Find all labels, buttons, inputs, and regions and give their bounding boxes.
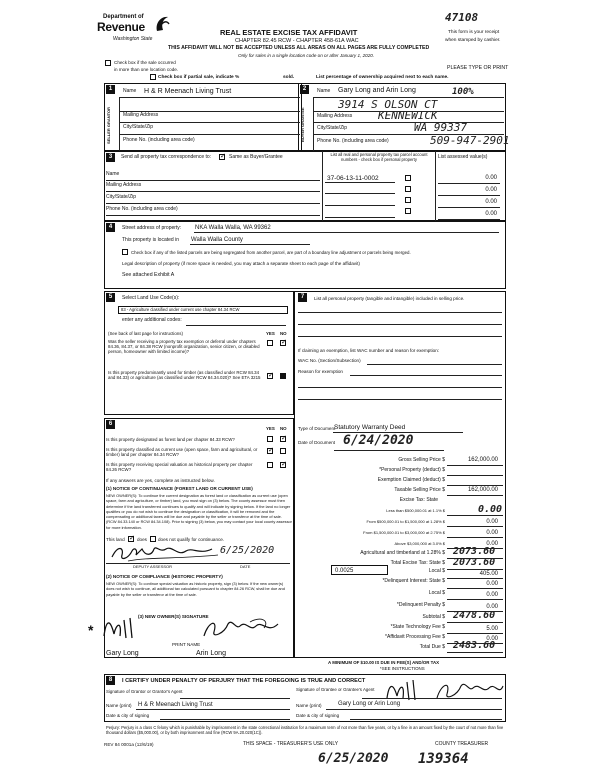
- only-sales-note: Only for sales in a single location code on or after January 1, 2020.: [238, 53, 375, 58]
- grantee-date-city-label: Date & city of signing: [296, 713, 340, 718]
- exemption-claimed-label: Exemption Claimed (deduct) $: [377, 477, 445, 483]
- tier3-value[interactable]: 0.00: [486, 530, 498, 536]
- exhibit-value[interactable]: See attached Exhibit A: [122, 272, 175, 278]
- timber-agri-question: Is this property predominantly used for timber (as classified under RCW 84.34 and 84.33) or agriculture (as classified under RCW 84.34.020)? See ETA 3215: [108, 370, 261, 381]
- gross-price-value[interactable]: 162,000.00: [467, 457, 498, 463]
- county-treasurer-label: COUNTY TREASURER: [435, 741, 489, 747]
- personal-property-checkbox-3[interactable]: [405, 197, 411, 203]
- penalty-value[interactable]: 0.00: [486, 604, 498, 610]
- sold-label: sold.: [283, 75, 295, 80]
- tech-fee-value[interactable]: 5.00: [486, 626, 498, 632]
- seller-mailing-label: Mailing Address: [123, 112, 159, 118]
- land-use-label: Select Land Use Code(s):: [122, 295, 180, 301]
- send-correspondence-label: Send all property tax correspondence to:: [121, 154, 212, 160]
- subtotal-value[interactable]: 2478.60: [453, 610, 496, 621]
- same-as-buyer-checkbox[interactable]: [219, 154, 225, 160]
- notice-compliance-body: NEW OWNER(S): To continue special valuation as historic property, sign (3) below. If the new owner(s) does not wish to continue, all additional tax calculated pursuant to chapter 84.26 RCW, shall be due and payable by the seller or transferor at the time of sale.: [106, 581, 285, 597]
- receipt-note-1: This form is your receipt: [448, 30, 500, 35]
- s5-q1-no-checkbox[interactable]: [280, 340, 286, 346]
- local-label: Local $: [428, 568, 445, 574]
- partial-sale-checkbox[interactable]: [150, 74, 156, 80]
- tier4-value[interactable]: 0.00: [486, 541, 498, 547]
- s5-q2-no-checkbox[interactable]: [280, 373, 286, 379]
- type-document-label: Type of Document: [298, 426, 336, 431]
- seller-phone-label: Phone No. (including area code): [123, 137, 195, 143]
- s5-no-header: NO: [280, 331, 287, 336]
- seller-side-label: SELLER GRANTOR: [106, 106, 111, 144]
- s6-q1-no-checkbox[interactable]: [280, 436, 286, 442]
- date-document-value[interactable]: 6/24/2020: [343, 433, 414, 448]
- form-number: 47108: [445, 11, 479, 24]
- s5-yes-header: YES: [266, 331, 275, 336]
- seller-name-value[interactable]: H & R Meenach Living Trust: [144, 88, 232, 95]
- wac-label: WAC No. (Section/Subsection): [298, 358, 361, 363]
- local-rate-value[interactable]: 0.0025: [335, 567, 354, 574]
- section-5-badge: 5: [106, 293, 115, 302]
- treasurer-use-only: THIS SPACE - TREASURER'S USE ONLY: [243, 741, 339, 747]
- exemption-deferral-question: Was the seller receiving a property tax exemption or deferral under chapters 84.36, 84.37, or 84.38 RCW (nonprofit organization, senior citizen, or disabled person, homeowner with limited income)?: [108, 339, 260, 355]
- exemption-claim-label: If claiming an exemption, list WAC number and reason for exemption:: [298, 348, 440, 353]
- dept-line1: Department of: [103, 14, 144, 20]
- buyer-address-value[interactable]: 3914 S OLSON CT: [338, 98, 438, 111]
- buyer-mailing-label: Mailing Address: [317, 113, 353, 119]
- delinq-state-label: *Delinquent Interest: State $: [382, 578, 445, 584]
- s5-q1-yes-checkbox[interactable]: [267, 340, 273, 346]
- historic-question: Is this property receiving special valuation as historical property per chapter 84.26 RCW?: [106, 462, 253, 473]
- tier2-label: From $500,000.01 to $1,500,000 at 1.28% $: [366, 519, 445, 524]
- does-label: does: [137, 537, 147, 542]
- local-value[interactable]: 405.00: [479, 571, 498, 577]
- taxable-price-label: Taxable Selling Price $: [394, 487, 445, 493]
- s6-q2-yes-checkbox[interactable]: [267, 448, 273, 454]
- if-yes-note: If any answers are yes, complete as instructed below.: [106, 478, 215, 483]
- notice-compliance-title: (2) NOTICE OF COMPLIANCE (HISTORIC PROPERTY): [106, 574, 223, 579]
- buyer-pct-value[interactable]: 100%: [452, 87, 474, 97]
- reason-exemption-label: Reason for exemption: [298, 369, 343, 374]
- parcel-number-value[interactable]: 37-06-13-11-0002: [327, 175, 379, 182]
- list-pct-label: List percentage of ownership acquired next to each name.: [316, 75, 449, 80]
- does-not-label: does not qualify for continuance.: [158, 537, 225, 542]
- date-label: DATE: [240, 564, 251, 569]
- assessed-value-2[interactable]: 0.00: [485, 187, 497, 193]
- grantor-name-value[interactable]: H & R Meenach Living Trust: [138, 702, 213, 708]
- land-does-label: This land: [106, 537, 125, 542]
- forest-land-question: Is this property designated as forest land per chapter 84.33 RCW?: [106, 437, 235, 442]
- assessed-value-3[interactable]: 0.00: [485, 199, 497, 205]
- deputy-assessor-label: DEPUTY ASSESSOR: [133, 564, 173, 569]
- s6-yes-header: YES: [266, 426, 275, 431]
- deputy-assessor-signature: [108, 543, 223, 565]
- print-name-1[interactable]: Gary Long: [106, 650, 139, 657]
- grantor-date-city-label: Date & city of signing: [106, 713, 150, 718]
- affidavit-fee-value[interactable]: 0.00: [486, 636, 498, 642]
- personal-property-checkbox-4[interactable]: [405, 208, 411, 214]
- certify-statement: I CERTIFY UNDER PENALTY OF PERJURY THAT THE FOREGOING IS TRUE AND CORRECT: [122, 678, 366, 684]
- section-4-badge: 4: [106, 223, 115, 232]
- assessed-value-1[interactable]: 0.00: [485, 175, 497, 181]
- list-parcels-label: List all real and personal property tax parcel account numbers - check box if personal property: [330, 152, 428, 162]
- minimum-due-note: A MINIMUM OF $10.00 IS DUE IN FEE(S) AND/OR TAX: [328, 660, 440, 665]
- asterisk-mark: *: [88, 622, 94, 638]
- s6-q1-yes-checkbox[interactable]: [267, 436, 273, 442]
- street-address-value[interactable]: NKA Walla Walla, WA 99362: [195, 225, 271, 231]
- delinq-local-label: Local $: [428, 590, 445, 596]
- personal-property-checkbox-2[interactable]: [405, 186, 411, 192]
- personal-property-label: *Personal Property (deduct) $: [379, 467, 445, 473]
- buyer-state-zip-value[interactable]: WA 99337: [414, 121, 467, 134]
- delinq-state-value[interactable]: 0.00: [486, 581, 498, 587]
- affidavit-fee-label: *Affidavit Processing Fee $: [385, 634, 445, 640]
- partial-sale-label: Check box if partial sale, indicate %: [158, 75, 240, 80]
- ag-timber-value[interactable]: 2073.60: [453, 546, 496, 557]
- form-warning: THIS AFFIDAVIT WILL NOT BE ACCEPTED UNLESS ALL AREAS ON ALL PAGES ARE FULLY COMPLETED: [168, 45, 430, 51]
- buyer-name-label: Name: [317, 88, 331, 94]
- section-7-badge: 7: [298, 293, 307, 302]
- s3-phone-label: Phone No. (including area code): [106, 206, 178, 212]
- notice-continuance-title: (1) NOTICE OF CONTINUANCE (FOREST LAND OR CURRENT USE): [106, 486, 253, 491]
- dept-line3: Washington State: [113, 36, 153, 42]
- segregated-label: Check box if any of the listed parcels are being segregated from another parcel, are part of a boundary line adjustment or parcels being merged.: [131, 250, 411, 255]
- legal-description-label: Legal description of property (if more space is needed, you may attach a separate sheet to each page of the affidavit): [122, 261, 360, 266]
- receipt-note-2: when stamped by cashier.: [445, 38, 501, 43]
- tier2-value[interactable]: 0.00: [486, 519, 498, 525]
- s6-q2-no-checkbox[interactable]: [280, 448, 286, 454]
- seller-city-label: City/State/Zip: [123, 124, 154, 130]
- additional-codes-label: enter any additional codes:: [122, 317, 182, 323]
- grantee-sig-label: Signature of Grantee or Grantee's Agent: [296, 687, 375, 692]
- type-or-print: PLEASE TYPE OR PRINT: [447, 65, 509, 71]
- total-due-label: Total Due $: [419, 644, 445, 650]
- type-document-value[interactable]: Statutory Warranty Deed: [334, 424, 406, 431]
- form-title: REAL ESTATE EXCISE TAX AFFIDAVIT: [220, 28, 358, 37]
- s3-name-label: Name: [106, 171, 120, 177]
- seller-name-label: Name: [123, 88, 137, 94]
- see-back-label: (See back of last page for instructions): [108, 331, 183, 336]
- list-personal-property: List all personal property (tangible and intangible) included in selling price.: [314, 296, 465, 301]
- multi-location-checkbox[interactable]: [105, 60, 111, 66]
- penalty-label: *Delinquent Penalty $: [396, 602, 445, 608]
- section-3-badge: 3: [106, 153, 115, 162]
- land-use-select[interactable]: [118, 306, 288, 314]
- print-name-label: PRINT NAME: [172, 642, 201, 647]
- tier1-label: Less than $500,000.01 at 1.1% $: [386, 508, 445, 513]
- s6-no-header: NO: [280, 426, 287, 431]
- same-as-buyer-label: Same as Buyer/Grantee: [229, 154, 283, 160]
- land-use-value: 83 - Agriculture classified under current use chapter 84.34 RCW: [121, 307, 240, 312]
- stamp-date: 6/25/2020: [318, 751, 389, 766]
- new-owner-signature: [100, 614, 290, 642]
- buyer-side-label: BUYER GRANTEE: [300, 107, 305, 143]
- assessed-values-label: List assessed value(s): [438, 154, 488, 160]
- form-revision: REV 84 0001a (12/6/19): [104, 742, 154, 747]
- total-state-label: Total Excise Tax: State $: [390, 560, 445, 566]
- stamp-number: 139364: [418, 751, 469, 767]
- grantor-sig-label: Signature of Grantor or Grantor's Agent: [106, 689, 183, 694]
- tech-fee-label: *State Technology Fee $: [390, 624, 445, 630]
- tier3-label: From $1,500,000.01 to $3,000,000 at 2.75% $: [363, 530, 445, 535]
- grantee-name-value[interactable]: Gary Long or Arin Long: [338, 701, 401, 707]
- total-state-value[interactable]: 2073.60: [453, 557, 496, 568]
- buyer-name-value[interactable]: Gary Long and Arin Long: [338, 87, 416, 94]
- date-document-label: Date of Document: [298, 440, 336, 445]
- tier1-value[interactable]: 0.00: [478, 504, 503, 515]
- ag-timber-label: Agricultural and timberland at 1.28% $: [360, 550, 445, 556]
- buyer-phone-value[interactable]: 509-947-2901: [430, 134, 510, 147]
- grantor-name-label: Name (print): [106, 703, 132, 708]
- excise-state-label: Excise Tax: State: [399, 497, 438, 503]
- s3-mailing-label: Mailing Address: [106, 182, 142, 188]
- total-due-value[interactable]: 2483.60: [453, 640, 496, 651]
- s3-city-label: City/State/Zip: [106, 194, 137, 200]
- grantee-name-label: Name (print): [296, 703, 322, 708]
- buyer-phone-label: Phone No. (including area code): [317, 138, 389, 144]
- s6-q3-no-checkbox[interactable]: [280, 462, 286, 468]
- street-address-label: Street address of property:: [122, 225, 182, 231]
- multi-location-label-2: in more than one location code.: [114, 67, 179, 72]
- notice-continuance-body: NEW OWNER(S): To continue the current designation as forest land or classification as current use (open space, farm and agriculture, or timber) land, you must sign on (3) below. The county assessor must then determine if the land transferred continues to qualify and will indicate by signing below. If the land no longer qualifies or you do not wish to continue the designation or classification, it will be removed and the compensating or additional taxes will be due and payable by the seller or transferor at the time of sale. (RCW 84.33.140 or RCW 84.34.108). Prior to signing (3) below, you may contact your local county assessor for more information.: [106, 493, 292, 530]
- perjury-notice: Perjury: Perjury is a class C felony which is punishable by imprisonment in the state correctional institution for a maximum term of not more than five years, or by a fine in an amount fixed by the court of not more than five thousand dollars ($5,000.00), or by both imprisonment and fine (RCW 9A.20.020(1C)).: [106, 725, 504, 736]
- s5-q2-yes-checkbox[interactable]: [267, 373, 273, 379]
- taxable-price-value[interactable]: 162,000.00: [467, 487, 498, 493]
- segregated-checkbox[interactable]: [122, 249, 128, 255]
- section-2-badge: 2: [300, 85, 309, 94]
- revenue-logo: [97, 11, 172, 49]
- current-use-question: Is this property classified as current use (open space, farm and agricultural, or timber) land per chapter 84.34 RCW?: [106, 447, 258, 458]
- section-6-badge: 6: [106, 420, 115, 429]
- multi-location-label: Check box if the sale occurred: [114, 60, 176, 65]
- print-name-2[interactable]: Arin Long: [196, 650, 226, 657]
- gross-price-label: Gross Selling Price $: [398, 457, 445, 463]
- see-instructions-note: *SEE INSTRUCTIONS: [380, 666, 425, 671]
- land-does-not-checkbox[interactable]: [150, 536, 156, 542]
- located-in-label: This property is located in: [122, 237, 179, 243]
- buyer-city-value[interactable]: KENNEWICK: [378, 109, 438, 122]
- buyer-city-label: City/State/Zip: [317, 125, 348, 131]
- tier4-label: Above $3,000,000 at 3.0% $: [394, 541, 445, 546]
- s6-q3-yes-checkbox[interactable]: [267, 462, 273, 468]
- subtotal-label: Subtotal $: [422, 614, 445, 620]
- delinq-local-value[interactable]: 0.00: [486, 592, 498, 598]
- new-owner-sig-label: (3) NEW OWNER(S) SIGNATURE: [138, 614, 209, 619]
- section-8-badge: 8: [106, 676, 115, 685]
- section-1-badge: 1: [106, 85, 115, 94]
- revenue-swoosh-icon: [155, 15, 170, 33]
- land-does-checkbox[interactable]: [128, 536, 134, 542]
- personal-property-checkbox-1[interactable]: [405, 175, 411, 181]
- assessed-value-4[interactable]: 0.00: [485, 211, 497, 217]
- assessor-sign-date: 6/25/2020: [220, 545, 275, 556]
- form-chapter: CHAPTER 82.45 RCW - CHAPTER 458-61A WAC: [235, 38, 359, 44]
- local-rate-box: [331, 565, 388, 575]
- dept-line2: Revenue: [97, 20, 145, 34]
- county-value[interactable]: Walla Walla County: [191, 237, 243, 243]
